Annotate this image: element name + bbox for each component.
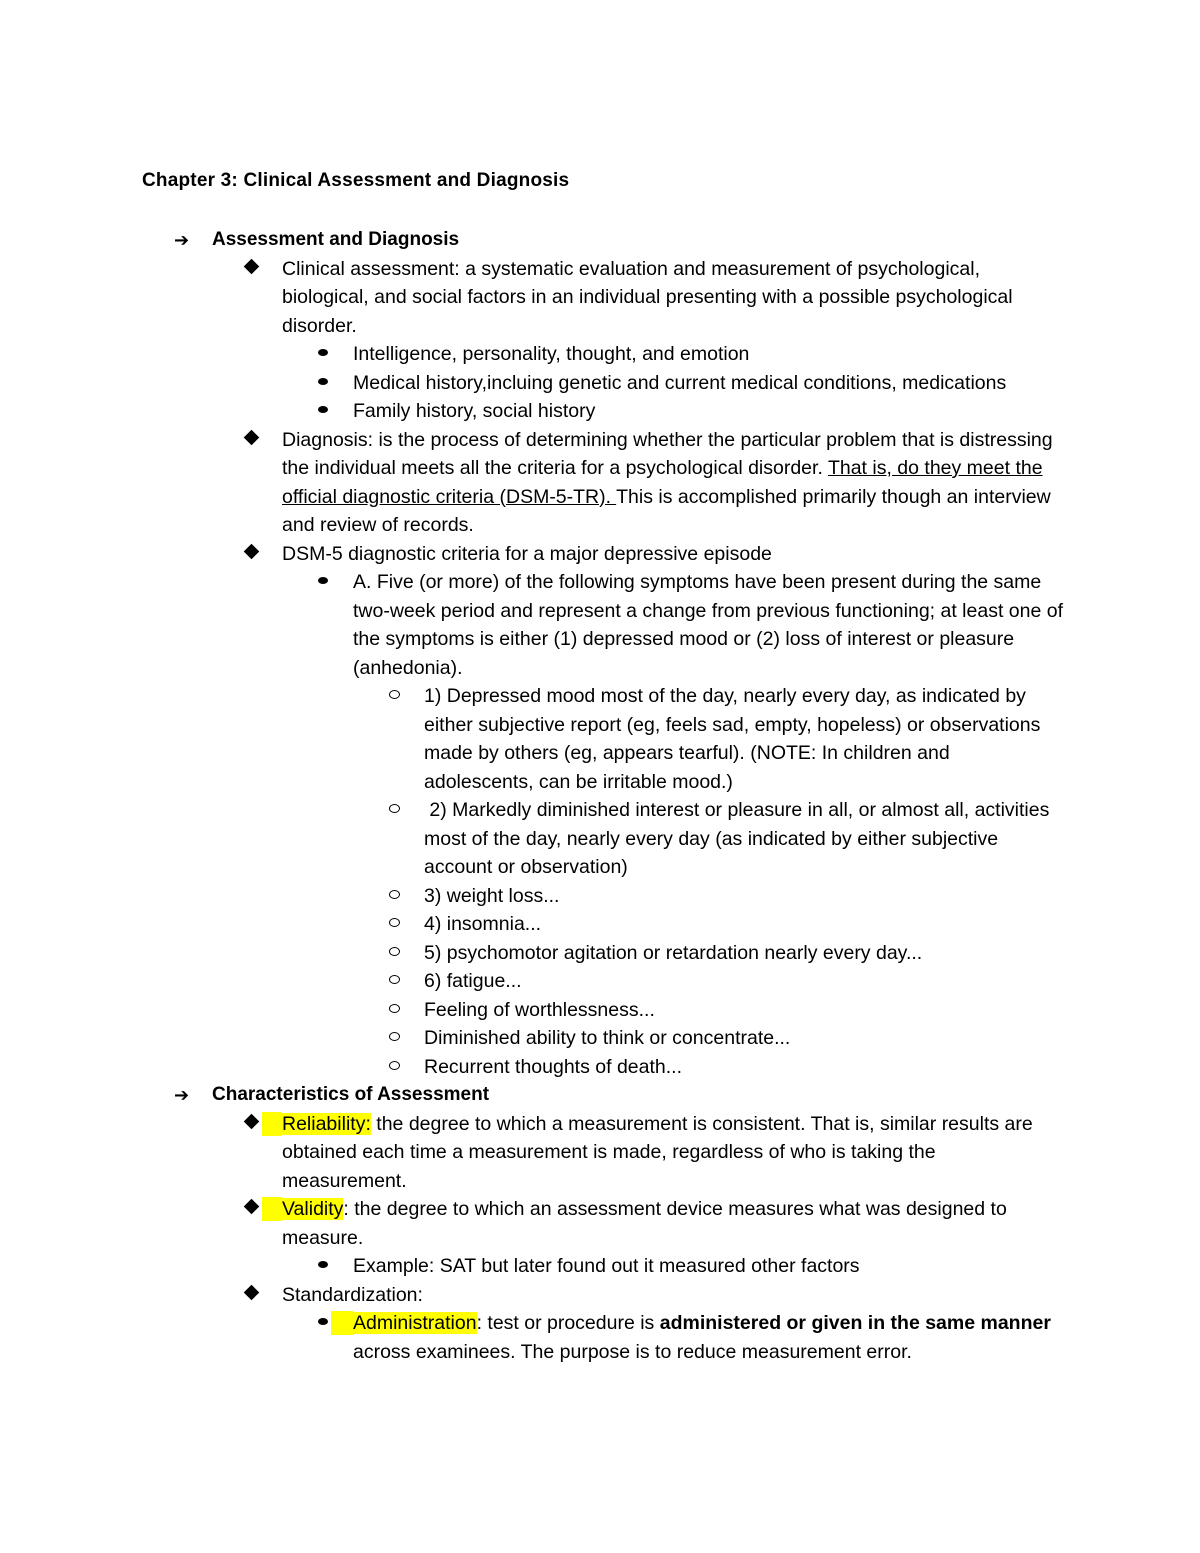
- highlight-mark: [331, 1311, 353, 1335]
- list-item-clinical-assessment: [0, 255, 1062, 341]
- list-item-text: 3) weight loss...: [424, 884, 560, 907]
- list-item-text: across examinees. The purpose is to reduce measurement error.: [353, 1340, 912, 1363]
- list-item-text: the degree to which a measurement is consistent. That is, similar results are obtained each time a measurement is made, regardless of who is taking the measurement.: [282, 1112, 1033, 1192]
- list-item-text: DSM-5 diagnostic criteria for a major depressive episode: [282, 542, 772, 565]
- ring-icon: [389, 967, 400, 996]
- ring-icon: [389, 939, 400, 968]
- list-item: [0, 340, 1063, 369]
- list-item: [0, 397, 1063, 426]
- list-item-text: Clinical assessment: a systematic evaluation and measurement of psychological, biological, and social factors in an individual presenting with a possible psychological disorder.: [282, 257, 1013, 337]
- list-item-text: Example: SAT but later found out it measured other factors: [353, 1255, 860, 1277]
- ring-icon: [389, 682, 400, 711]
- list-item: [0, 1024, 1064, 1053]
- list-item-criterion-a: [0, 568, 1063, 682]
- list-item-text: 5) psychomotor agitation or retardation nearly every day...: [424, 941, 923, 964]
- ring-icon: [389, 910, 400, 939]
- list-item-text: : test or procedure is: [476, 1312, 660, 1334]
- diamond-icon: [246, 426, 257, 455]
- list-item: [0, 1053, 1064, 1082]
- list-item-text: This is accomplished primarily though an interview and review of records.: [282, 485, 1051, 536]
- list-item-text: 2) Markedly diminished interest or pleasure in all, or almost all, activities most of the day, nearly every day (as indicated by either subjective account or observation): [424, 799, 1055, 878]
- list-item-text: : the degree to which an assessment device measures what was designed to measure.: [282, 1198, 1007, 1249]
- ring-icon: [389, 796, 400, 825]
- list-item: [0, 369, 1063, 398]
- underlined-text: That is, do they meet the official diagnostic criteria (DSM-5-TR).: [282, 457, 1043, 508]
- section-heading-characteristics: [0, 1081, 1200, 1110]
- list-item-text: Intelligence, personality, thought, and emotion: [353, 343, 750, 365]
- highlighted-term: Reliability:: [282, 1112, 371, 1135]
- bold-text: administered or given in the same manner: [659, 1312, 1051, 1334]
- list-item-standardization: [0, 1281, 1062, 1310]
- diamond-icon: [246, 255, 257, 284]
- dot-icon: [318, 397, 329, 426]
- list-item: [0, 910, 1064, 939]
- list-item-text: 4) insomnia...: [424, 913, 542, 935]
- ring-icon: [389, 996, 400, 1025]
- list-item: [0, 939, 1064, 968]
- dot-icon: [318, 1252, 329, 1281]
- diamond-icon: [246, 1110, 257, 1139]
- list-item-text: Medical history,incluing genetic and current medical conditions, medications: [353, 371, 1007, 394]
- diamond-icon: [246, 1281, 257, 1310]
- list-item-text: Feeling of worthlessness...: [424, 998, 655, 1021]
- dot-icon: [318, 1309, 329, 1338]
- list-item-administration: [0, 1309, 1063, 1366]
- section-heading-text: Assessment and Diagnosis: [212, 229, 460, 250]
- list-item: [0, 682, 1064, 796]
- highlighted-term: Validity: [282, 1198, 344, 1220]
- ring-icon: [389, 1024, 400, 1053]
- list-item-text: 1) Depressed mood most of the day, nearly every day, as indicated by either subjective report (eg, feels sad, empty, hopeless) or observations made by others (eg, appears tearful). (NOTE: In children and adolescents, can be irritable mood.): [424, 685, 1041, 793]
- ring-icon: [389, 1053, 400, 1082]
- list-item-diagnosis: [0, 426, 1062, 540]
- outline: [0, 226, 1200, 1366]
- list-item-reliability: [0, 1110, 1062, 1196]
- list-item-text: Diagnosis: is the process of determining whether the particular problem that is distressing the individual meets all the criteria for a psychological disorder.: [282, 428, 1053, 479]
- dot-icon: [318, 568, 329, 597]
- section-heading-assessment-diagnosis: [0, 226, 1200, 255]
- list-item-text: Recurrent thoughts of death...: [424, 1055, 682, 1078]
- list-item-example: [0, 1252, 1063, 1281]
- list-item: [0, 796, 1064, 882]
- list-item: [0, 967, 1064, 996]
- dot-icon: [318, 369, 329, 398]
- section-heading-text: Characteristics of Assessment: [212, 1084, 490, 1105]
- page-title: Chapter 3: Clinical Assessment and Diagnosis: [142, 170, 570, 191]
- list-item-validity: [0, 1195, 1062, 1252]
- highlight-mark: [262, 1112, 282, 1136]
- list-item-text: A. Five (or more) of the following symptoms have been present during the same two-week period and represent a change from previous functioning; at least one of the symptoms is either (1) depressed mood or (2) loss of interest or pleasure (anhedonia).: [353, 571, 1064, 679]
- list-item-text: Diminished ability to think or concentrate...: [424, 1027, 791, 1049]
- list-item-text: 6) fatigue...: [424, 970, 522, 992]
- arrow-icon: ➔: [174, 1085, 190, 1105]
- ring-icon: [389, 882, 400, 911]
- list-item: [0, 996, 1064, 1025]
- highlighted-term: Administration: [353, 1312, 477, 1334]
- list-item-text: Family history, social history: [353, 400, 596, 422]
- list-item-dsm5: [0, 540, 1062, 569]
- diamond-icon: [246, 540, 257, 569]
- arrow-icon: ➔: [174, 230, 190, 250]
- dot-icon: [318, 340, 329, 369]
- highlight-mark: [262, 1197, 282, 1221]
- diamond-icon: [246, 1195, 257, 1224]
- list-item-text: Standardization:: [282, 1283, 423, 1306]
- list-item: [0, 882, 1064, 911]
